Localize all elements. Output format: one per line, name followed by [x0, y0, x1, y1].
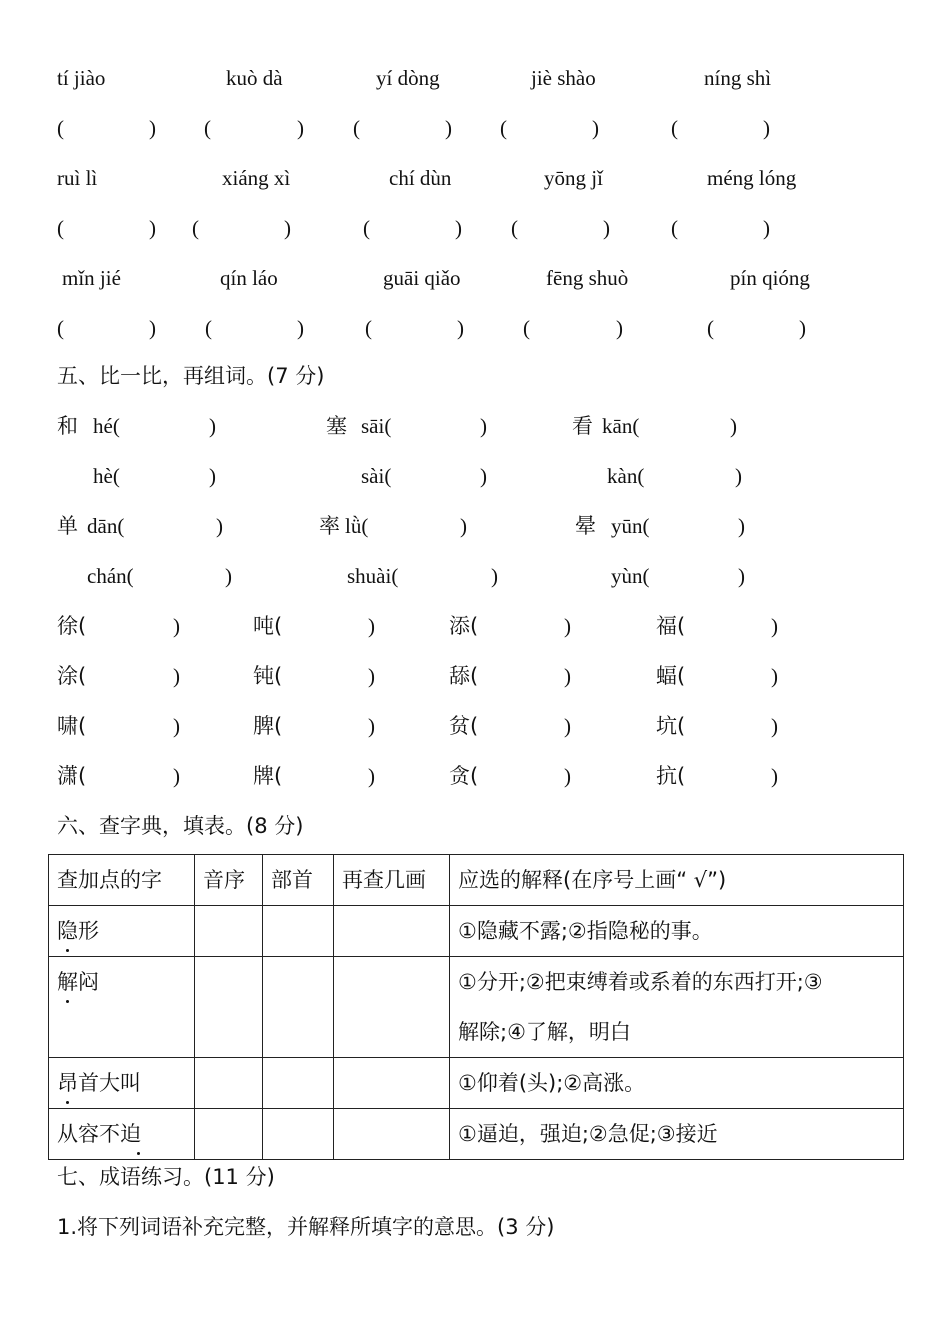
- open-paren: (: [365, 316, 372, 340]
- close-paren: ): [209, 464, 216, 488]
- table-row: [49, 1058, 904, 1109]
- open-paren: (: [707, 316, 714, 340]
- close-paren: ): [763, 216, 770, 240]
- answer-cell[interactable]: [334, 906, 450, 957]
- header-cell: 部首: [263, 855, 334, 906]
- pinyin-item: fēng shuò: [546, 266, 629, 290]
- open-paren: (: [353, 116, 360, 140]
- answer-cell[interactable]: [195, 906, 263, 957]
- answer-cell[interactable]: [195, 1109, 263, 1160]
- pinyin-item: yí dòng: [376, 66, 440, 90]
- answer-cell[interactable]: [334, 1109, 450, 1160]
- pinyin-item: yōng jǐ: [544, 166, 603, 190]
- word-text: 从容不迫: [57, 1122, 141, 1146]
- pair-item: 脾(: [253, 714, 283, 738]
- close-paren: ): [771, 714, 778, 738]
- word-text: 隐形: [57, 919, 99, 943]
- pinyin-item: pín qióng: [730, 266, 810, 290]
- dotted-word: [57, 1124, 141, 1145]
- close-paren: ): [771, 664, 778, 688]
- answer-cell[interactable]: [263, 957, 334, 1058]
- table-row: [49, 906, 904, 957]
- pinyin-item: qín láo: [220, 266, 278, 290]
- word-cell: [49, 1109, 195, 1160]
- open-paren: (: [500, 116, 507, 140]
- close-paren: ): [209, 414, 216, 438]
- reading: sài(: [361, 464, 392, 488]
- word-text: 昂首大叫: [57, 1071, 141, 1095]
- pinyin-item: tí jiào: [57, 66, 106, 90]
- emphasis-dot: [137, 1152, 140, 1155]
- close-paren: ): [730, 414, 737, 438]
- answer-cell[interactable]: [263, 1058, 334, 1109]
- open-paren: (: [671, 216, 678, 240]
- close-paren: ): [616, 316, 623, 340]
- pair-item: 添(: [449, 614, 479, 638]
- close-paren: ): [457, 316, 464, 340]
- close-paren: ): [445, 116, 452, 140]
- word-cell: [49, 1058, 195, 1109]
- close-paren: ): [738, 514, 745, 538]
- open-paren: (: [511, 216, 518, 240]
- polyphone-char: 晕: [575, 514, 596, 538]
- reading: lǜ(: [345, 514, 369, 538]
- polyphone-char: 和: [57, 414, 78, 438]
- open-paren: (: [192, 216, 199, 240]
- open-paren: (: [204, 116, 211, 140]
- answer-cell[interactable]: [334, 957, 450, 1058]
- close-paren: ): [173, 714, 180, 738]
- section-7-question-1: 1.将下列词语补充完整，并解释所填字的意思。(3 分): [57, 1215, 555, 1239]
- reading: sāi(: [361, 414, 392, 438]
- close-paren: ): [564, 614, 571, 638]
- pinyin-item: kuò dà: [226, 66, 283, 90]
- emphasis-dot: [66, 1101, 69, 1104]
- explain-cell[interactable]: ①逼迫，强迫;②急促;③接近: [450, 1109, 904, 1160]
- explain-cell[interactable]: ①仰着(头);②高涨。: [450, 1058, 904, 1109]
- answer-cell[interactable]: [263, 1109, 334, 1160]
- close-paren: ): [491, 564, 498, 588]
- reading: kàn(: [607, 464, 645, 488]
- close-paren: ): [297, 316, 304, 340]
- close-paren: ): [216, 514, 223, 538]
- close-paren: ): [603, 216, 610, 240]
- reading: kān(: [602, 414, 640, 438]
- pinyin-item: chí dùn: [389, 166, 452, 190]
- polyphone-char: 看: [572, 414, 593, 438]
- pair-item: 涂(: [57, 664, 87, 688]
- close-paren: ): [735, 464, 742, 488]
- close-paren: ): [173, 664, 180, 688]
- open-paren: (: [57, 116, 64, 140]
- close-paren: ): [480, 414, 487, 438]
- explain-line-2: 解除;④了解，明白: [458, 1020, 631, 1044]
- reading: yūn(: [611, 514, 650, 538]
- polyphone-char: 单: [57, 514, 78, 538]
- explain-line-1: ①分开;②把束缚着或系着的东西打开;③: [458, 970, 823, 994]
- reading: dān(: [87, 514, 125, 538]
- pinyin-item: níng shì: [704, 66, 772, 90]
- close-paren: ): [368, 614, 375, 638]
- dictionary-table: [48, 854, 904, 1160]
- pair-item: 贪(: [449, 764, 479, 788]
- pinyin-item: mǐn jié: [62, 266, 121, 290]
- word-text: 解闷: [57, 970, 99, 994]
- answer-cell[interactable]: [195, 957, 263, 1058]
- close-paren: ): [564, 714, 571, 738]
- open-paren: (: [205, 316, 212, 340]
- close-paren: ): [460, 514, 467, 538]
- answer-cell[interactable]: [263, 906, 334, 957]
- table-row: [49, 1109, 904, 1160]
- close-paren: ): [173, 764, 180, 788]
- polyphone-char: 率: [319, 514, 340, 538]
- pinyin-item: guāi qiǎo: [383, 266, 461, 290]
- close-paren: ): [592, 116, 599, 140]
- pair-item: 蝠(: [656, 664, 686, 688]
- header-cell: 应选的解释(在序号上画“ √”): [450, 855, 904, 906]
- pinyin-item: jiè shào: [531, 66, 596, 90]
- reading: shuài(: [347, 564, 399, 588]
- table-row: [49, 957, 904, 1058]
- emphasis-dot: [66, 1000, 69, 1003]
- table-header-row: [49, 855, 904, 906]
- open-paren: (: [671, 116, 678, 140]
- dotted-word: [57, 1073, 141, 1094]
- close-paren: ): [173, 614, 180, 638]
- dotted-word: [57, 972, 99, 993]
- section-6-title: 六、查字典，填表。(8 分): [57, 814, 304, 838]
- pair-item: 钝(: [253, 664, 283, 688]
- pair-item: 徐(: [57, 614, 87, 638]
- dotted-word: [57, 921, 99, 942]
- pinyin-item: ruì lì: [57, 166, 98, 190]
- reading: yùn(: [611, 564, 650, 588]
- reading: chán(: [87, 564, 134, 588]
- pinyin-item: méng lóng: [707, 166, 797, 190]
- close-paren: ): [149, 316, 156, 340]
- pair-item: 舔(: [449, 664, 479, 688]
- open-paren: (: [363, 216, 370, 240]
- reading: hé(: [93, 414, 120, 438]
- close-paren: ): [799, 316, 806, 340]
- close-paren: ): [225, 564, 232, 588]
- answer-cell[interactable]: [334, 1058, 450, 1109]
- close-paren: ): [771, 614, 778, 638]
- explain-cell[interactable]: [450, 957, 904, 1058]
- pair-item: 牌(: [253, 764, 283, 788]
- close-paren: ): [149, 116, 156, 140]
- close-paren: ): [455, 216, 462, 240]
- open-paren: (: [57, 316, 64, 340]
- pair-item: 啸(: [57, 714, 87, 738]
- pair-item: 潇(: [57, 764, 87, 788]
- close-paren: ): [368, 714, 375, 738]
- explain-cell[interactable]: ①隐藏不露;②指隐秘的事。: [450, 906, 904, 957]
- section-5-title: 五、比一比，再组词。(7 分): [57, 364, 325, 388]
- pair-item: 吨(: [253, 614, 283, 638]
- pair-item: 坑(: [656, 714, 686, 738]
- open-paren: (: [57, 216, 64, 240]
- pinyin-item: xiáng xì: [222, 166, 291, 190]
- word-cell: [49, 906, 195, 957]
- header-cell: 查加点的字: [49, 855, 195, 906]
- close-paren: ): [763, 116, 770, 140]
- polyphone-char: 塞: [326, 414, 347, 438]
- close-paren: ): [564, 664, 571, 688]
- section-7-title: 七、成语练习。(11 分): [57, 1165, 275, 1189]
- answer-cell[interactable]: [195, 1058, 263, 1109]
- header-cell: 音序: [195, 855, 263, 906]
- pair-item: 福(: [656, 614, 686, 638]
- close-paren: ): [738, 564, 745, 588]
- close-paren: ): [480, 464, 487, 488]
- open-paren: (: [523, 316, 530, 340]
- pair-item: 贫(: [449, 714, 479, 738]
- pair-item: 抗(: [656, 764, 686, 788]
- close-paren: ): [368, 664, 375, 688]
- close-paren: ): [297, 116, 304, 140]
- reading: hè(: [93, 464, 120, 488]
- close-paren: ): [149, 216, 156, 240]
- close-paren: ): [368, 764, 375, 788]
- close-paren: ): [564, 764, 571, 788]
- header-cell: 再查几画: [334, 855, 450, 906]
- word-cell: [49, 957, 195, 1058]
- close-paren: ): [771, 764, 778, 788]
- close-paren: ): [284, 216, 291, 240]
- emphasis-dot: [66, 949, 69, 952]
